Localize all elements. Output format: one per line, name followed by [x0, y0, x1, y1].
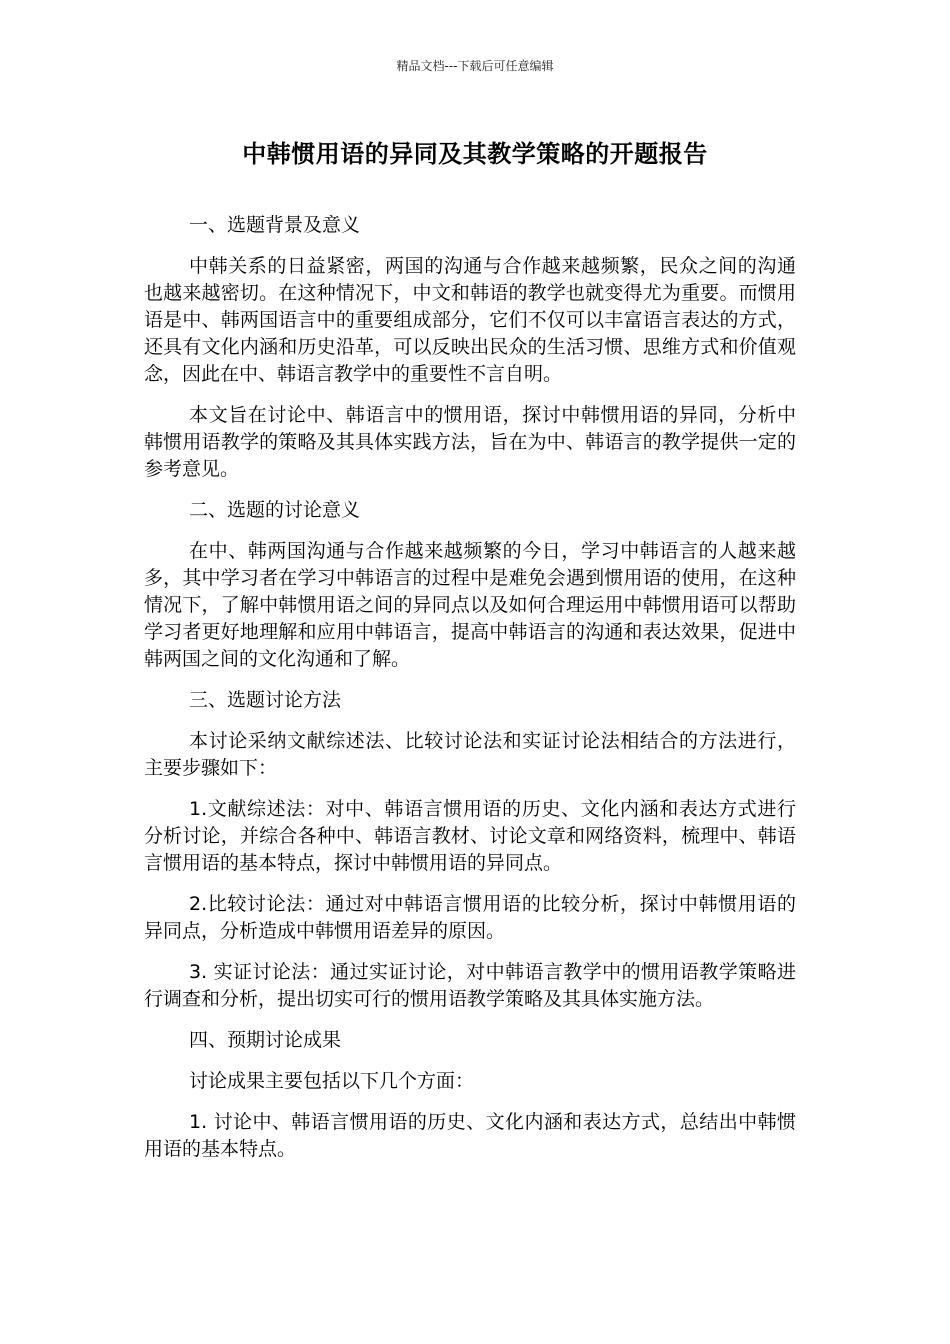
- list-item-literature-review: 1.文献综述法：对中、韩语言惯用语的历史、文化内涵和表达方式进行分析讨论，并综合各种中、韩语言教材、讨论文章和网络资料，梳理中、韩语言惯用语的基本特点，探讨中韩惯用语的异同点。: [144, 798, 796, 874]
- section-heading-significance: 二、选题的讨论意义: [189, 499, 361, 521]
- document-body: [144, 212, 796, 1177]
- list-item-empirical-study: 3. 实证讨论法：通过实证讨论，对中韩语言教学中的惯用语教学策略进行调查和分析，提出切实可行的惯用语教学策略及其具体实施方法。: [144, 961, 796, 1010]
- document-title: 中韩惯用语的异同及其教学策略的开题报告: [242, 140, 708, 168]
- paragraph-methods-intro: 本讨论采纳文献综述法、比较讨论法和实证讨论法相结合的方法进行，主要步骤如下：: [144, 730, 796, 779]
- section-heading-methods: 三、选题讨论方法: [189, 689, 342, 711]
- paragraph-expected-results-intro: 讨论成果主要包括以下几个方面：: [189, 1070, 475, 1092]
- list-item-expected-result-1: 1. 讨论中、韩语言惯用语的历史、文化内涵和表达方式，总结出中韩惯用语的基本特点。: [144, 1111, 796, 1160]
- section-heading-background: 一、选题背景及意义: [189, 214, 361, 236]
- paragraph-background-1: 中韩关系的日益紧密，两国的沟通与合作越来越频繁，民众之间的沟通也越来越密切。在这种情况下，中文和韩语的教学也就变得尤为重要。而惯用语是中、韩两国语言中的重要组成部分，它们不仅可以丰富语言表达的方式，还具有文化内涵和历史沿革，可以反映出民众的生活习惯、思维方式和价值观念，因此在中、韩语言教学中的重要性不言自明。: [144, 255, 796, 385]
- list-item-comparative-study: 2.比较讨论法：通过对中韩语言惯用语的比较分析，探讨中韩惯用语的异同点，分析造成中韩惯用语差异的原因。: [144, 893, 796, 942]
- page-header-note: 精品文档---下载后可任意编辑: [396, 59, 554, 73]
- paragraph-background-2: 本文旨在讨论中、韩语言中的惯用语，探讨中韩惯用语的异同，分析中韩惯用语教学的策略及其具体实践方法，旨在为中、韩语言的教学提供一定的参考意见。: [144, 404, 796, 480]
- paragraph-significance: 在中、韩两国沟通与合作越来越频繁的今日，学习中韩语言的人越来越多，其中学习者在学习中韩语言的过程中是难免会遇到惯用语的使用，在这种情况下，了解中韩惯用语之间的异同点以及如何合理运用中韩惯用语可以帮助学习者更好地理解和应用中韩语言，提高中韩语言的沟通和表达效果，促进中韩两国之间的文化沟通和了解。: [144, 540, 796, 670]
- section-heading-expected-results: 四、预期讨论成果: [189, 1029, 342, 1051]
